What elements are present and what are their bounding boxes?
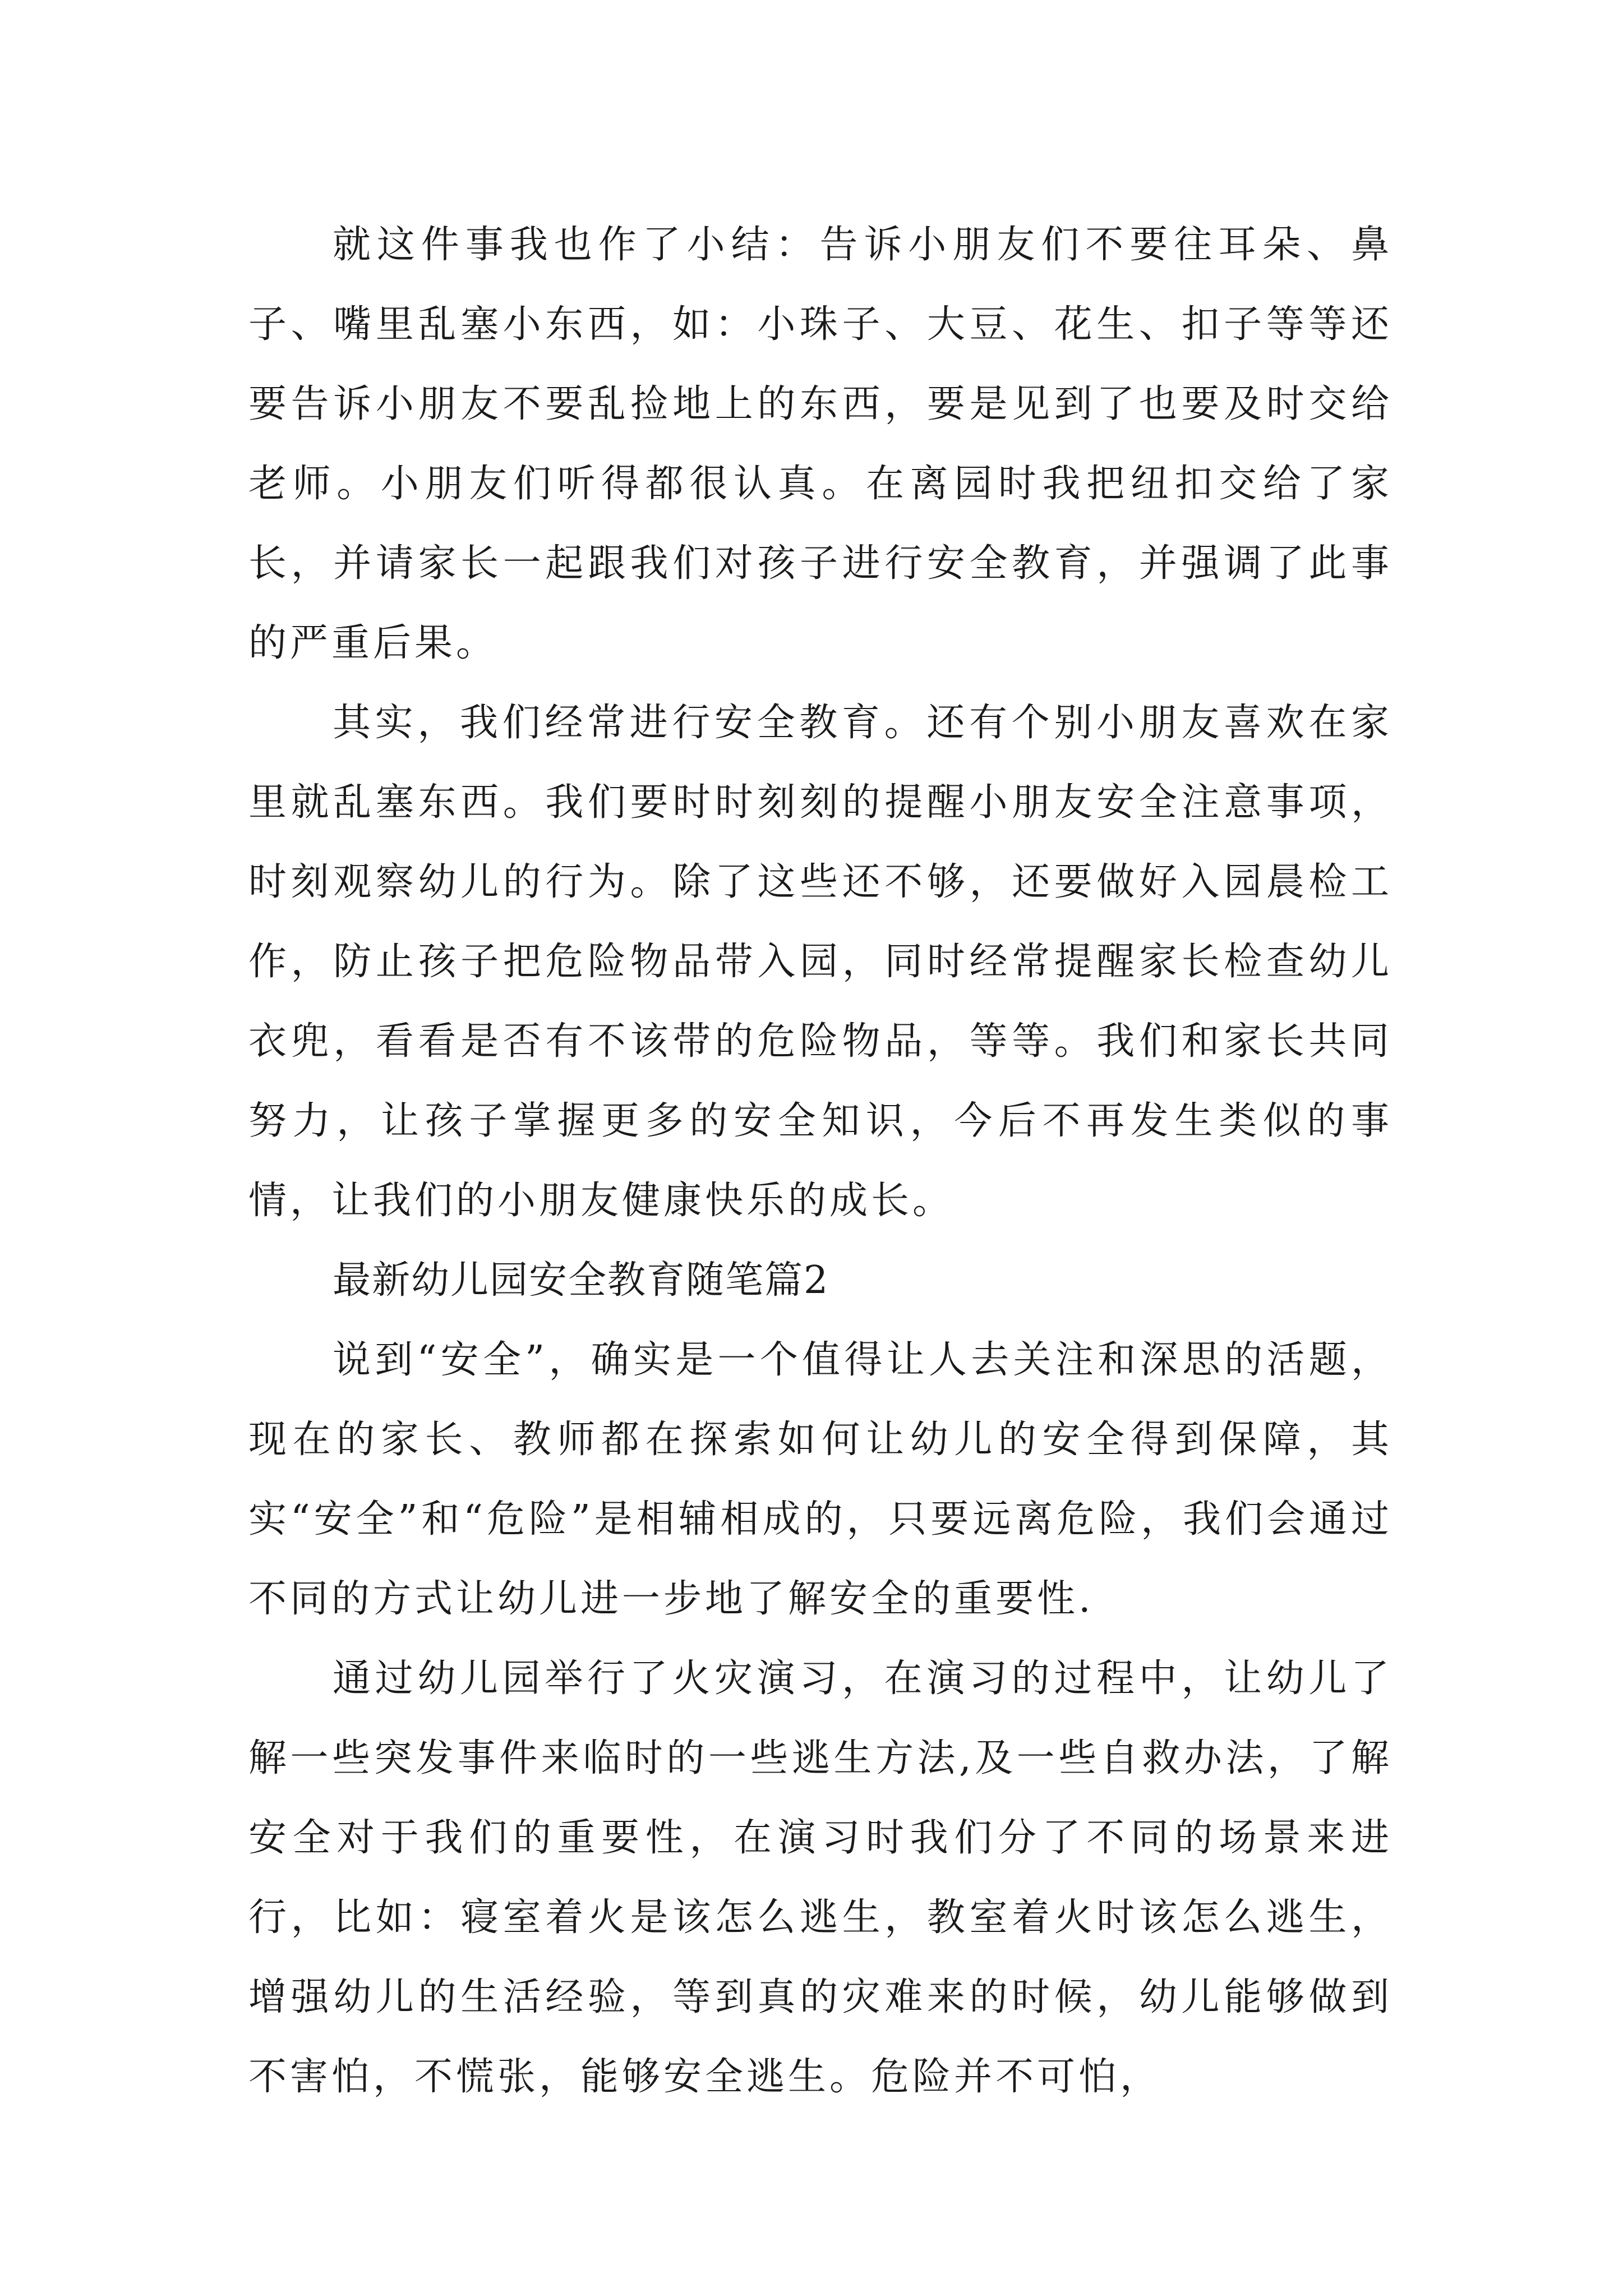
body-paragraph: 说到“安全”，确实是一个值得让人去关注和深思的活题，现在的家长、教师都在探索如何让幼儿的安全得到保障，其实“安全”和“危险”是相辅相成的，只要远离危险，我们会通过不同的方式让幼儿进一步地了解安全的重要性. (248, 1338, 1393, 1621)
document-body (248, 205, 1393, 2117)
section-heading: 最新幼儿园安全教育随笔篇2 (333, 1258, 829, 1303)
body-paragraph: 其实，我们经常进行安全教育。还有个别小朋友喜欢在家里就乱塞东西。我们要时时刻刻的提醒小朋友安全注意事项，时刻观察幼儿的行为。除了这些还不够，还要做好入园晨检工作，防止孩子把危险物品带入园，同时经常提醒家长检查幼儿衣兜，看看是否有不该带的危险物品，等等。我们和家长共同努力，让孩子掌握更多的安全知识，今后不再发生类似的事情，让我们的小朋友健康快乐的成长。 (248, 701, 1393, 1223)
body-paragraph: 就这件事我也作了小结：告诉小朋友们不要往耳朵、鼻子、嘴里乱塞小东西，如：小珠子、大豆、花生、扣子等等还要告诉小朋友不要乱捡地上的东西，要是见到了也要及时交给老师。小朋友们听得都很认真。在离园时我把纽扣交给了家长，并请家长一起跟我们对孩子进行安全教育，并强调了此事的严重后果。 (248, 223, 1393, 665)
body-paragraph: 通过幼儿园举行了火灾演习，在演习的过程中，让幼儿了解一些突发事件来临时的一些逃生方法,及一些自救办法，了解安全对于我们的重要性，在演习时我们分了不同的场景来进行，比如：寝室着火是该怎么逃生，教室着火时该怎么逃生，增强幼儿的生活经验，等到真的灾难来的时候，幼儿能够做到不害怕，不慌张，能够安全逃生。危险并不可怕， (248, 1657, 1393, 2099)
